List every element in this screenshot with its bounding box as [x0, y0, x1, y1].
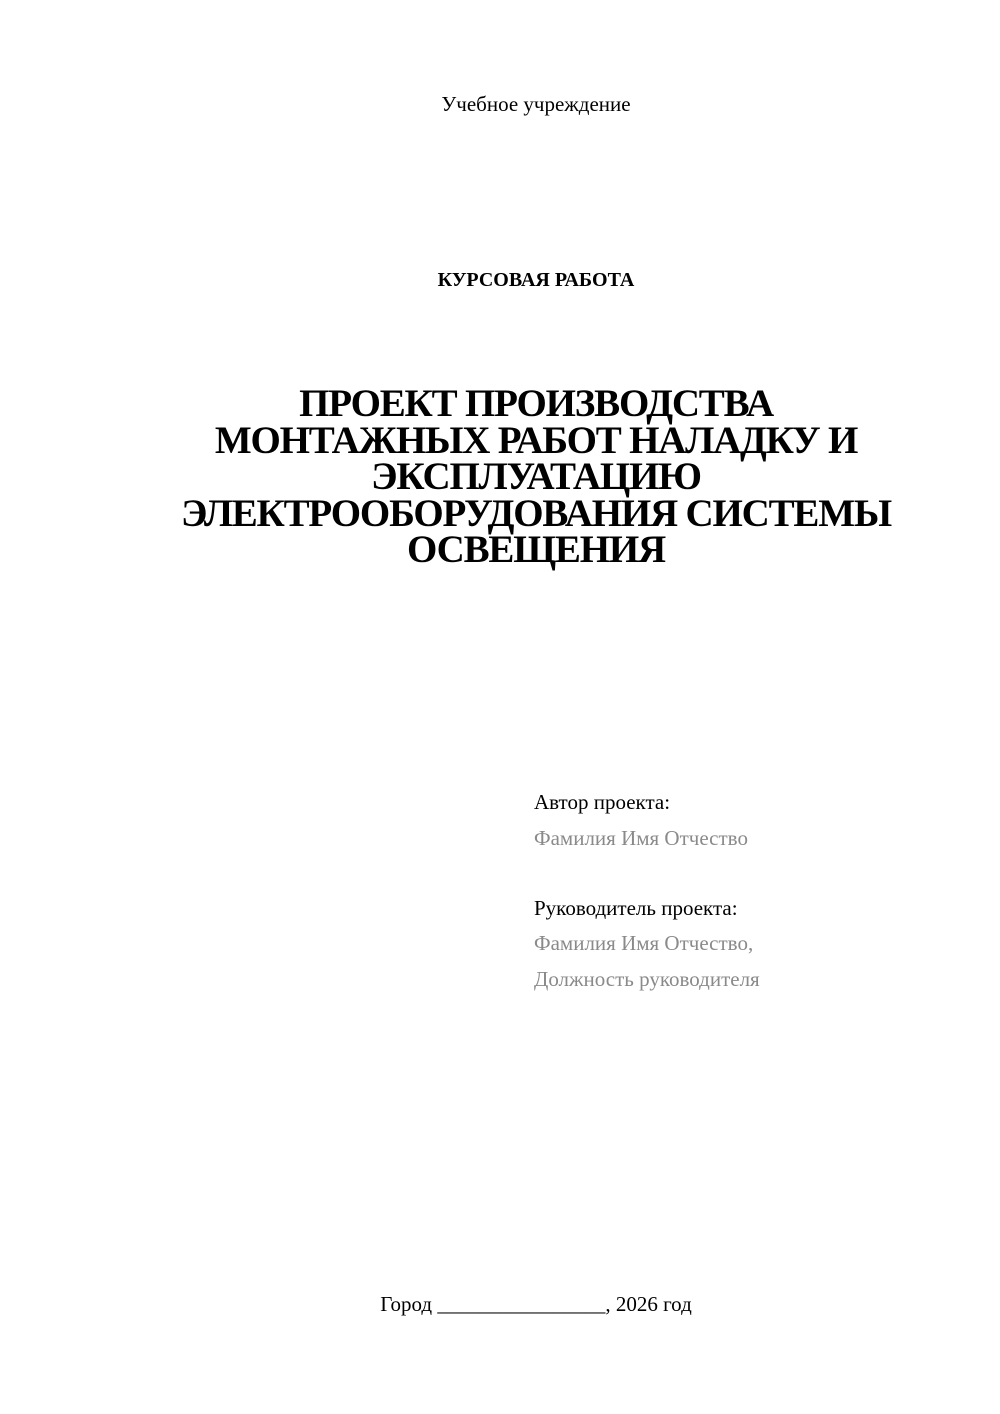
title-line: ЭЛЕКТРООБОРУДОВАНИЯ СИСТЕМЫ — [181, 491, 891, 535]
supervisor-name: Фамилия Имя Отчество, — [534, 931, 754, 955]
document-title — [36, 382, 1000, 571]
title-line: ЭКСПЛУАТАЦИЮ — [371, 455, 701, 498]
supervisor-position: Должность руководителя — [534, 967, 760, 991]
city-year-line: Город ________________, 2026 год — [380, 1292, 692, 1316]
author-label: Автор проекта: — [534, 790, 671, 814]
institution-name: Учебное учреждение — [441, 92, 631, 116]
title-line: ПРОЕКТ ПРОИЗВОДСТВА — [299, 382, 773, 425]
title-line: ОСВЕЩЕНИЯ — [407, 528, 665, 571]
title-line: МОНТАЖНЫХ РАБОТ НАЛАДКУ И — [214, 418, 858, 462]
supervisor-label: Руководитель проекта: — [534, 896, 738, 920]
work-type-heading: КУРСОВАЯ РАБОТА — [437, 269, 635, 291]
author-name: Фамилия Имя Отчество — [534, 826, 748, 850]
